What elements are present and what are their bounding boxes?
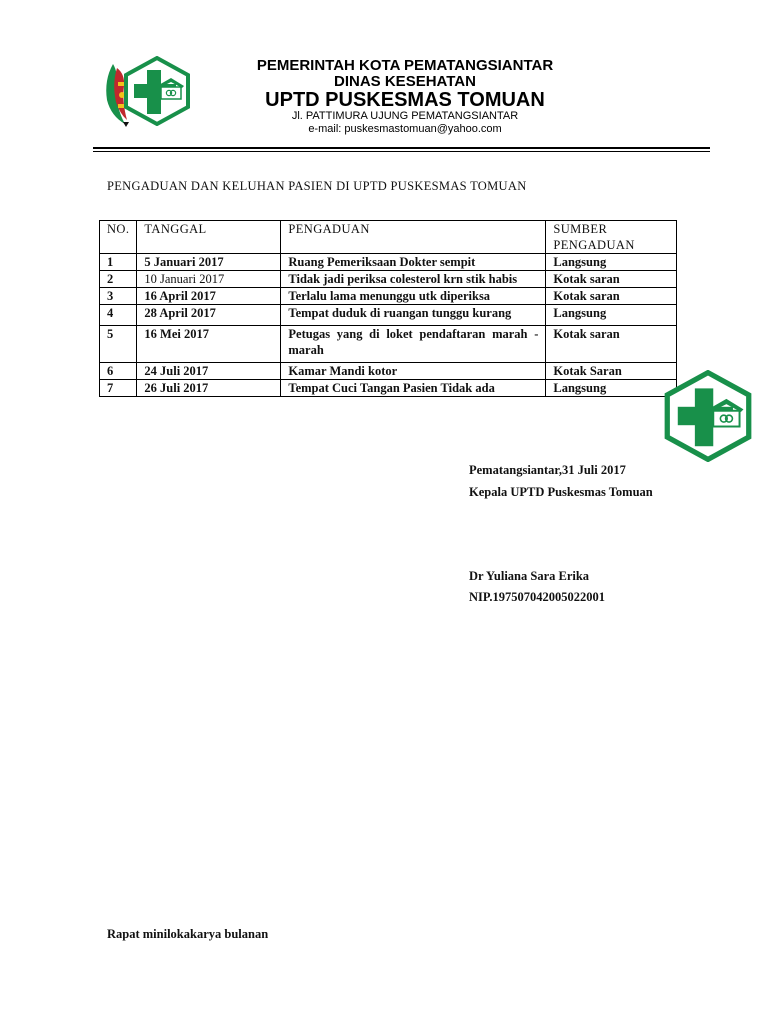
table-row — [100, 363, 677, 380]
cell-sumber: Langsung — [546, 254, 677, 271]
cell-tanggal: 10 Januari 2017 — [137, 271, 281, 288]
cell-sumber: Kotak saran — [546, 288, 677, 305]
table-header-row — [100, 221, 677, 254]
puskesmas-logo-icon — [122, 56, 192, 126]
cell-no: 7 — [100, 380, 137, 397]
cell-no: 6 — [100, 363, 137, 380]
cell-no: 5 — [100, 326, 137, 363]
letterhead-divider — [93, 147, 710, 149]
letterhead-institution: UPTD PUSKESMAS TOMUAN — [265, 89, 545, 111]
cell-sumber: Langsung — [546, 305, 677, 326]
cell-tanggal: 5 Januari 2017 — [137, 254, 281, 271]
cell-sumber: Langsung — [546, 380, 677, 397]
cell-sumber: Kotak Saran — [546, 363, 677, 380]
footnote: Rapat minilokakarya bulanan — [107, 927, 269, 941]
cell-no: 3 — [100, 288, 137, 305]
table-row — [100, 288, 677, 305]
letterhead-address: Jl. PATTIMURA UJUNG PEMATANGSIANTAR — [291, 110, 519, 122]
cell-sumber: Kotak saran — [546, 271, 677, 288]
letterhead-government: PEMERINTAH KOTA PEMATANGSIANTAR — [256, 57, 554, 74]
cell-tanggal: 16 April 2017 — [137, 288, 281, 305]
cell-pengaduan: Ruang Pemeriksaan Dokter sempit — [281, 254, 546, 271]
puskesmas-logo-side-icon — [660, 370, 756, 462]
cell-no: 1 — [100, 254, 137, 271]
cell-pengaduan: Kamar Mandi kotor — [281, 363, 546, 380]
signature-name: Dr Yuliana Sara Erika — [469, 569, 590, 583]
table-row — [100, 271, 677, 288]
cell-pengaduan: Petugas yang di loket pendaftaran marah - marah — [281, 326, 546, 363]
letterhead-department: DINAS KESEHATAN — [334, 73, 476, 90]
table-row — [100, 254, 677, 271]
cell-pengaduan: Tempat Cuci Tangan Pasien Tidak ada — [281, 380, 546, 397]
header-sumber: SUMBER PENGADUAN — [546, 221, 677, 254]
cell-tanggal: 28 April 2017 — [137, 305, 281, 326]
table-row — [100, 380, 677, 397]
signature-place-date: Pematangsiantar,31 Juli 2017 — [469, 463, 626, 477]
letterhead-email: e-mail: puskesmastomuan@yahoo.com — [308, 123, 502, 135]
cell-pengaduan: Tempat duduk di ruangan tunggu kurang — [281, 305, 546, 326]
table-row — [100, 305, 677, 326]
cell-no: 2 — [100, 271, 137, 288]
table-row — [100, 326, 677, 363]
cell-tanggal: 16 Mei 2017 — [137, 326, 281, 363]
cell-sumber: Kotak saran — [546, 326, 677, 363]
letterhead-divider-thin — [93, 151, 710, 152]
header-pengaduan: PENGADUAN — [281, 221, 546, 254]
document-title: PENGADUAN DAN KELUHAN PASIEN DI UPTD PUSKESMAS TOMUAN — [107, 179, 527, 193]
cell-no: 4 — [100, 305, 137, 326]
signature-nip: NIP.197507042005022001 — [469, 590, 606, 604]
complaints-table — [99, 220, 677, 397]
signature-position: Kepala UPTD Puskesmas Tomuan — [469, 485, 653, 499]
cell-tanggal: 24 Juli 2017 — [137, 363, 281, 380]
cell-pengaduan: Tidak jadi periksa colesterol krn stik habis — [281, 271, 546, 288]
header-tanggal: TANGGAL — [137, 221, 281, 254]
cell-tanggal: 26 Juli 2017 — [137, 380, 281, 397]
header-no: NO. — [100, 221, 137, 254]
cell-pengaduan: Terlalu lama menunggu utk diperiksa — [281, 288, 546, 305]
